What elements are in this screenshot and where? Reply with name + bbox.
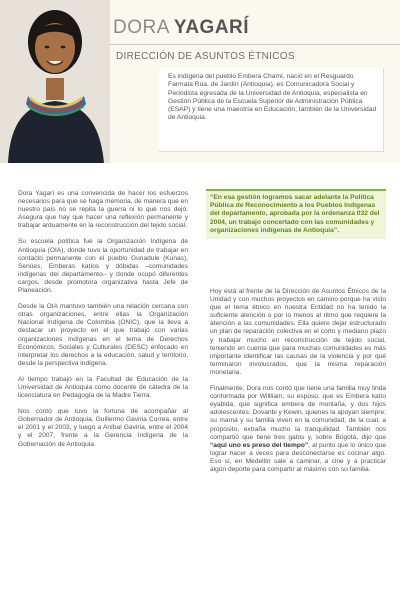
left-column xyxy=(18,190,188,457)
portrait-photo xyxy=(0,0,110,163)
first-name: DORA xyxy=(113,17,170,38)
last-name: YAGARÍ xyxy=(173,17,250,38)
left-paragraph-2: Su escuela política fue la Organización Indígena de Antioquia (OIA), donde tuvo la oportunidad de trabajar en contacto permanente con el pueblo Gunadule (Kunas), Senúes, Emberas katíos y dóbidas –comunidades indígenas del departamento– y donde ocupó diferentes cargos, desde promotora organizativa hasta Jefe de Planeación. xyxy=(18,238,188,295)
right-column xyxy=(210,288,386,482)
left-paragraph-5: Nos contó que tuvo la fortuna de acompañar al Gobernador de Antioquia, Guillermo Gaviria Correa, entre el 2001 y el 2003, y luego a Aníbal Gaviria, entre el 2004 y el 2007, frente a la Gerencia Indígena de la Gobernación de Antioquia. xyxy=(18,408,188,448)
left-paragraph-4: Al tiempo trabajó en la Facultad de Educación de la Universidad de Antioquia como docente de cátedra de la licenciatura en Pedagogía de la Madre Tierra. xyxy=(18,375,188,400)
left-paragraph-3: Desde la OIA mantuvo también una relación cercana con otras organizaciones, entre ellas la Organización Nacional Indígena de Colombia (ONIC), que la lleva a destacar un proyecto en el que trabajó con varias organizaciones indígenas en el tema de Derechos Económicos, Sociales y Culturales (DESC) enfocado en interpretar los derechos a la educación, salud y territorio, desde la perspectiva indígena. xyxy=(18,303,188,367)
pull-quote: “En esa gestión logramos sacar adelante la Política Pública de Reconocimiento a los Pueblos Indígenas del departamento, aprobada por la ordenanza 032 del 2004, un trabajo concertado con las comunidades y organizaciones indígenas de Antioquia”. xyxy=(206,189,386,239)
right-paragraph-2-start: Finalmente, Dora nos contó que tiene una familia muy linda conformada por Willliam, su esposo, que es Embera katío eyabida, que significa embera de montaña, y dos hijos adolescentes: Dovanbi y Kewin, quienes la apoyan siempre; su mamá y su familia viven en la comunidad, de la cual, a propósito, extraña mucho la tranquilidad. También nos compartió que tiene tres gatos y, sobre Bogotá, dijo que xyxy=(210,385,386,441)
right-paragraph-1: Hoy está al frente de la Dirección de Asuntos Étnicos de la Unidad y con muchos proyectos en camino porque ha visto que el tema étnico en nuestra Entidad no ha tenido la suficiente atención o por lo menos al ritmo que requiere la atención a las comunidades. Ella quiere dejar estructurado un plan de reparación colectiva en el corto y mediano plazo y trabajar mucho en reconstrucción de tejido social, teniendo en cuenta que para muchas comunidades es más importante identificar las causas de la violencia y por qué terminaron involucrados, que la misma reparación monetaria. xyxy=(210,288,386,376)
highlighted-quote: “aquí uno es preso del tiempo” xyxy=(210,441,309,449)
bio-text: Es indígena del pueblo Embera Chamí, nació en el Resguardo Farmata Rúa, de Jardín (Antioquia), es Comunicadora Social y Periodista egresada de la Universidad de Antioquia, especialista en Gestión Pública de la Escuela Superior de Administración Pública (ESAP) y tiene una maestría en Educación, también de la Universidad de Antioquia. xyxy=(168,73,377,122)
person-name xyxy=(113,17,249,39)
title-divider xyxy=(110,44,400,45)
left-paragraph-1: Dora Yagarí es una convencida de hacer los esfuerzos necesarios para que se haga memoria, de manera que en nuestro país no se repita la guerra ni lo que nos dejó. Asegura que hay que hacer una reflexión permanente y trabajar arduamente en la reconstrucción del tejido social. xyxy=(18,190,188,230)
right-paragraph-2 xyxy=(210,385,386,474)
right-paragraph-2-end: , al punto que lo único que lograr hacer a veces para desconectarse es cocinar algo. Eso sí, en Medellín sale a caminar, a cine y a practicar algún deporte para compartir al máximo con su familia. xyxy=(210,441,387,473)
department-title: DIRECCIÓN DE ASUNTOS ÉTNICOS xyxy=(116,51,295,62)
